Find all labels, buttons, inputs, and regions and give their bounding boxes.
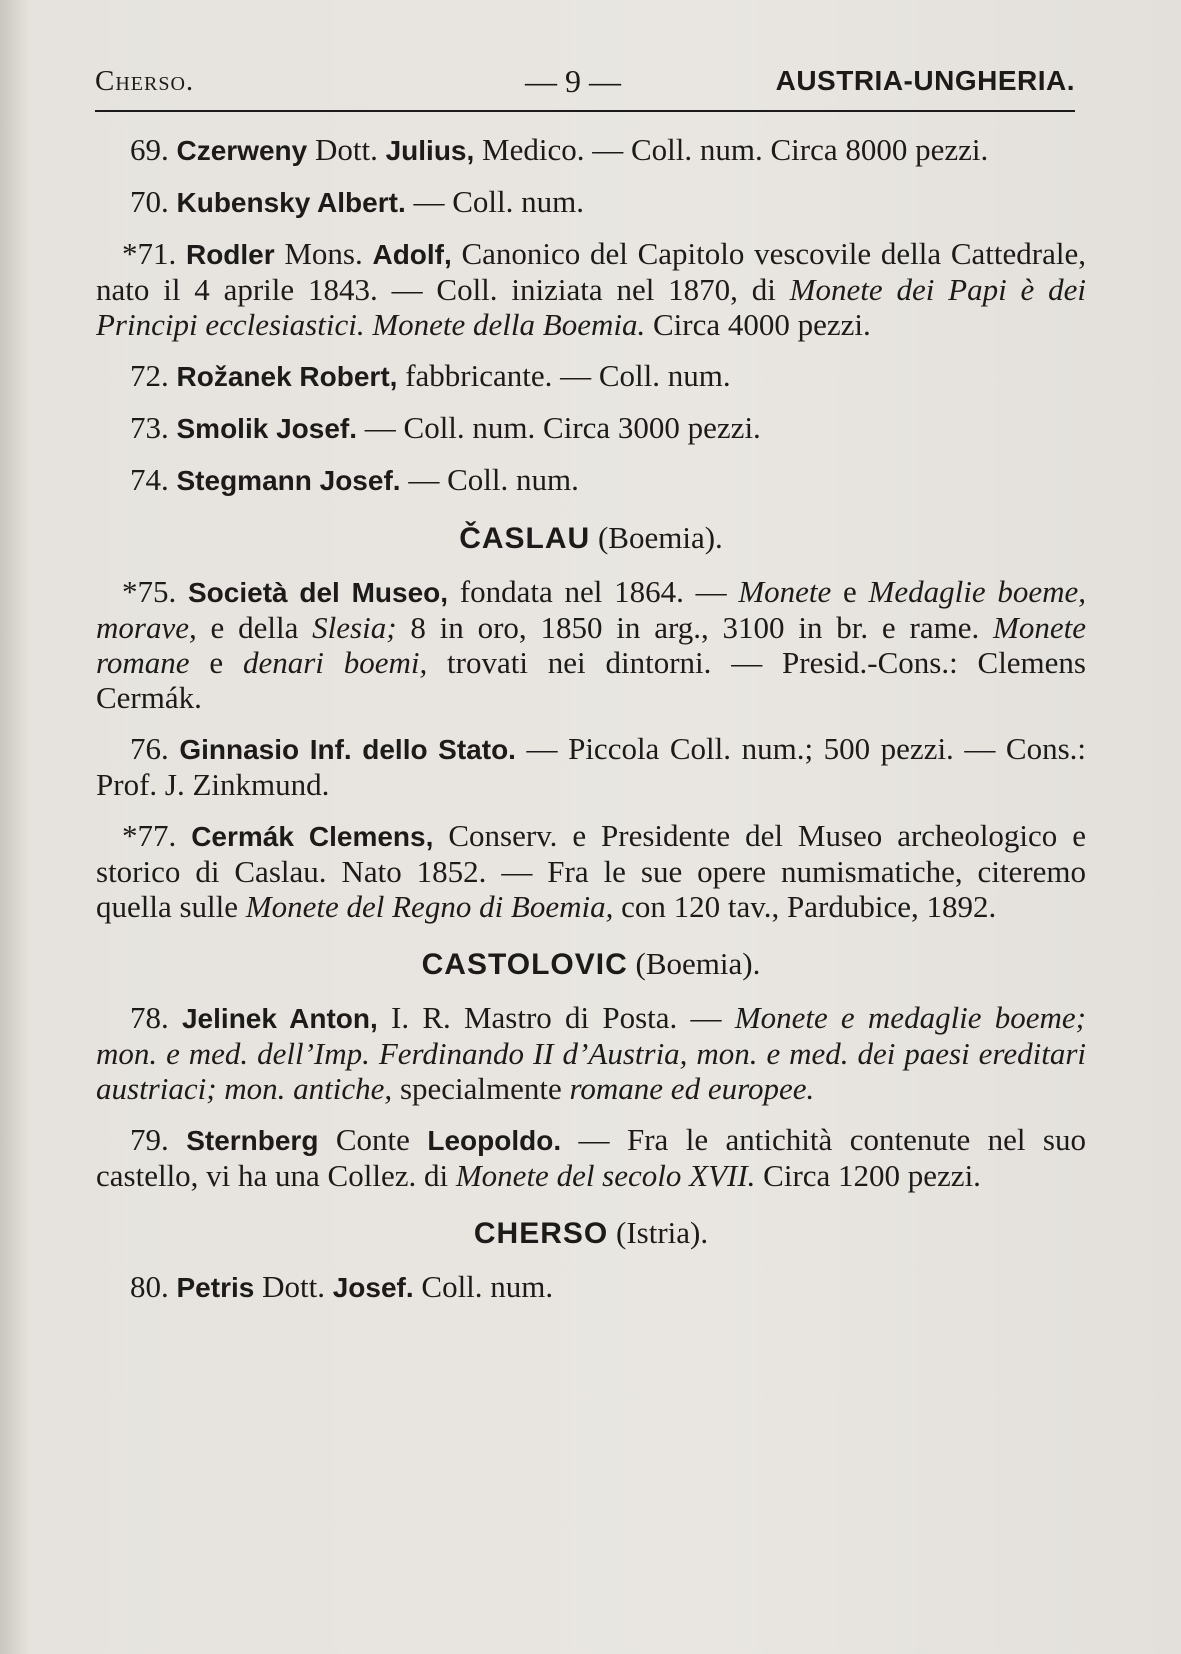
header-right: AUSTRIA-UNGHERIA. [775, 65, 1075, 96]
entry-text: fabbricante. — Coll. num. [397, 358, 731, 393]
section-name: CHERSO [473, 1217, 609, 1250]
entry-text: — Fra le antichità contenute nel suo castello, vi ha una Collez. di [96, 1122, 1086, 1193]
entry-italic: denari boemi, [242, 645, 428, 680]
entry-name: Leopoldo. [427, 1125, 562, 1156]
entry-text: — Coll. num. [400, 462, 579, 497]
section-name: CASTOLOVIC [421, 948, 628, 981]
entry-text: e della [196, 610, 313, 645]
entry-71 [96, 236, 1086, 342]
entry-name: Adolf, [372, 239, 452, 270]
entry-text: Conte [318, 1122, 428, 1157]
entry-text: Mons. [274, 236, 373, 271]
entry-73 [96, 410, 1086, 446]
entry-80 [96, 1269, 1086, 1305]
entry-text: — Coll. num. [405, 184, 585, 219]
entry-text: Dott. [307, 132, 386, 167]
entry-italic: Medaglie boeme, morave, [96, 574, 1087, 645]
entry-italic: Monete dei Papi è dei Principi ecclesiastici. Monete della Boemia. [96, 272, 1086, 342]
section-region: (Istria). [608, 1215, 709, 1250]
entry-text: trovati nei dintorni. — Presid.-Cons.: Clemens Cermák. [96, 645, 1086, 715]
entry-79 [96, 1122, 1086, 1193]
entry-name: Czerweny [176, 135, 308, 166]
entry-italic: romane ed europee. [569, 1071, 815, 1106]
entry-italic: Monete del Regno di Boemia, [245, 889, 614, 924]
entry-number: *71. [122, 236, 177, 271]
entry-69 [96, 132, 1086, 168]
entry-name: Rodler [185, 239, 275, 270]
entry-text: Dott. [254, 1269, 333, 1304]
entry-text: fondata nel 1864. — [448, 574, 739, 609]
entry-italic: Monete [738, 574, 832, 609]
entry-italic: Slesia; [312, 610, 397, 645]
entry-number: 69. [130, 132, 169, 167]
entry-name: Cermák Clemens, [191, 821, 434, 852]
section-heading-caslau [96, 520, 1086, 556]
entry-number: 76. [130, 731, 169, 766]
entry-number: 79. [130, 1122, 169, 1157]
entry-number: 78. [130, 1000, 169, 1035]
entry-text: Canonico del Capitolo vescovile della Cattedrale, nato il 4 aprile 1843. — Coll. iniziata nel 1870, di [96, 236, 1086, 307]
entry-name: Sternberg [186, 1125, 319, 1156]
entry-italic: Monete romane [96, 610, 1086, 680]
entry-number: *75. [122, 574, 177, 609]
entry-number: *77. [122, 818, 177, 853]
entry-text: I. R. Mastro di Posta. — [377, 1000, 735, 1035]
entry-name: Josef. [332, 1272, 414, 1303]
entry-72 [96, 358, 1086, 394]
entry-number: 80. [130, 1269, 169, 1304]
entry-text: — Piccola Coll. num.; 500 pezzi. — Cons.: Prof. J. Zinkmund. [96, 731, 1087, 802]
entry-italic: Monete del secolo XVII. [455, 1158, 756, 1193]
entry-74 [96, 462, 1086, 498]
entry-75 [96, 574, 1086, 715]
entry-number: 74. [130, 462, 169, 497]
entry-name: Petris [176, 1272, 255, 1303]
entry-text: Coll. num. [413, 1269, 554, 1304]
entry-text: — Coll. num. Circa 3000 pezzi. [357, 410, 761, 445]
section-name: ČASLAU [459, 522, 591, 555]
entry-text: Medico. — Coll. num. Circa 8000 pezzi. [474, 132, 989, 167]
header-rule [95, 110, 1075, 112]
entry-78 [96, 1000, 1086, 1106]
entry-77 [96, 818, 1086, 924]
page-body [96, 132, 1086, 1321]
entry-text: Circa 1200 pezzi. [755, 1158, 981, 1193]
entry-name: Ginnasio Inf. dello Stato. [179, 734, 516, 765]
running-header [95, 58, 1075, 104]
entry-text: specialmente [392, 1071, 570, 1106]
entry-italic: Monete e medaglie boeme; mon. e med. dell’Imp. Ferdinando II d’Austria, mon. e med. dei paesi ereditari austriaci; mon. antiche, [96, 1000, 1087, 1106]
page-number: — 9 — [525, 62, 621, 99]
section-region: (Boemia). [627, 946, 761, 981]
entry-name: Rožanek Robert, [176, 361, 398, 392]
entry-text: con 120 tav., Pardubice, 1892. [613, 889, 997, 924]
entry-name: Smolik Josef. [176, 413, 358, 444]
section-heading-castolovic [96, 946, 1086, 982]
entry-number: 72. [130, 358, 169, 393]
entry-name: Società del Museo, [188, 577, 449, 608]
entry-text: e [831, 574, 869, 609]
entry-76 [96, 731, 1086, 802]
header-left: Cherso. [95, 64, 195, 97]
entry-text: 8 in oro, 1850 in arg., 3100 in br. e rame. [396, 610, 994, 645]
entry-text: Conserv. e Presidente del Museo archeologico e storico di Caslau. Nato 1852. — Fra le sue opere numismatiche, citeremo quella sulle [96, 818, 1086, 924]
entry-number: 73. [130, 410, 169, 445]
entry-text: Circa 4000 pezzi. [645, 307, 871, 342]
section-region: (Boemia). [590, 520, 723, 555]
entry-text: e [189, 645, 243, 680]
section-heading-cherso [96, 1215, 1086, 1251]
entry-name: Julius, [385, 135, 475, 166]
entry-name: Kubensky Albert. [176, 187, 406, 218]
entry-name: Stegmann Josef. [176, 465, 401, 496]
entry-name: Jelinek Anton, [181, 1003, 378, 1034]
entry-number: 70. [130, 184, 169, 219]
entry-70 [96, 184, 1086, 220]
